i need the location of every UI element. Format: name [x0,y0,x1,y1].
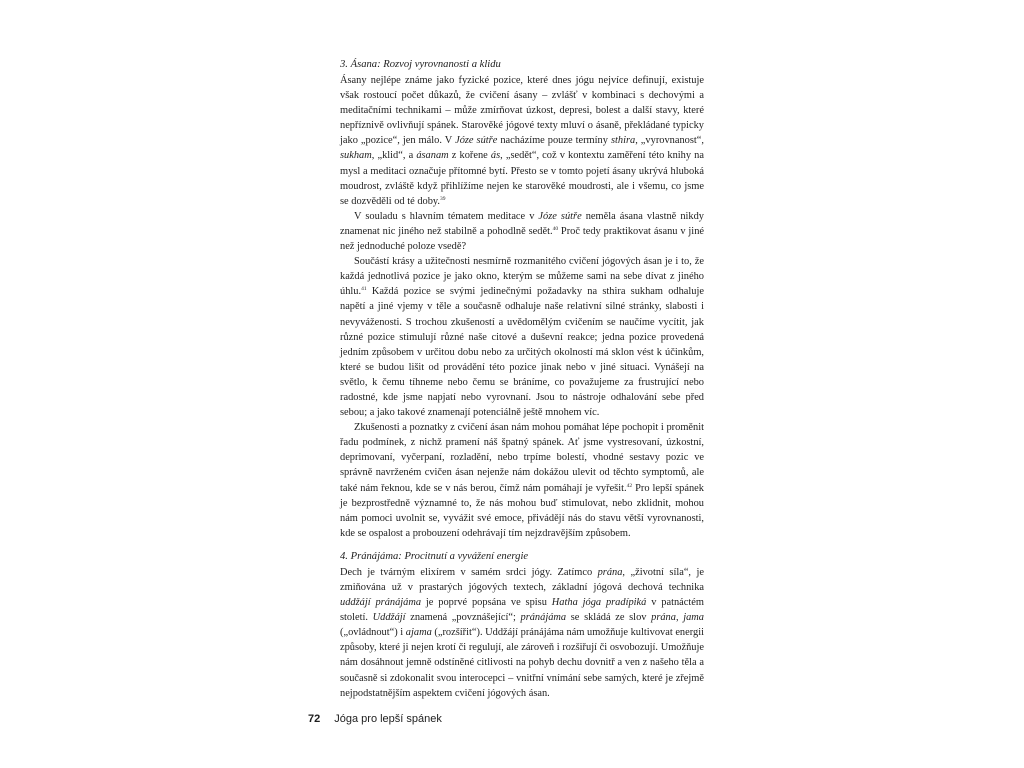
italic-term: jama [683,612,704,624]
italic-term: Józe sútře [538,210,582,222]
paragraph [340,565,704,701]
text-run: neměla ásana vlastně nikdy znamenat nic jiného než stabilně a pohodlně sedět. [340,210,704,237]
text-run: se skládá ze slov [566,612,652,624]
text-run: nacházíme pouze termíny [497,135,611,147]
text-run: Pro lepší spánek je bezprostředně významné to, že nás mohou buď stimulovat, nebo zklidnit, mohou nám pomoci uvolnit se, vyvážit své emoce, přivádějí nás do stavu větší vyrovnanosti, kde se ospalost a probouzení odehrávají tím nejzdravějším způsobem. [340,482,704,539]
text-run: („rozšířit“). Uddžájí pránájáma nám umožňuje kultivovat energii způsoby, které ji nejen krotí či regulují, ale zároveň i rozšiřují či osvobozují. Umožňuje nám dosáhnout jemně odstíněné citlivosti na pohyb dechu dovnitř a ven z našeho těla a současně si zdokonalit svou interocepci – vnitřní vnímání sebe samých, které je zřejmě nejpodstatnějším aspektem cvičení jógových ásan. [340,627,704,699]
italic-term: sthira [610,135,636,147]
italic-term: Uddžájí [372,612,406,624]
text-run: , [675,612,684,624]
italic-term: prána [651,612,676,624]
paragraph [340,254,704,420]
footnote-ref: 39 [440,195,446,202]
paragraph [340,73,704,209]
text-run: Ásany nejlépe známe jako fyzické pozice, které dnes jógu nejvíce definují, existuje však rostoucí počet důkazů, že cvičení ásany – zvlášť v kombinaci s dechovými a meditačními technikami – může zmírňovat úzkost, depresi, bolest a další stavy, které nepříznivě ovlivňují spánek. Starověké jógové texty mluví o ásaně, překládané typicky jako „pozice“, jen málo. V [340,75,704,147]
page-footer [308,713,442,725]
italic-term: ás [490,150,501,162]
section-heading-pranayama: 4. Pránájáma: Procitnutí a vyvážení energie [340,550,529,562]
text-run: Součástí krásy a užitečnosti nesmírně rozmanitého cvičení jógových ásan je i to, že každá jednotlivá pozice je jako okno, kterým se můžeme sami na sebe dívat z jiného úhlu. [340,256,704,298]
text-run: Zkušenosti a poznatky z cvičení ásan nám mohou pomáhat lépe pochopit i proměnit řadu podmínek, z nichž pramení náš špatný spánek. Ať jsme vystresovaní, úzkostní, deprimovaní, vyčerpaní, rozladění, nebo trpíme bolestí, vhodné sestavy pozic ve správně navrženém cvičen ásan nejenže nám dokážou ulevit od těchto symptomů, ale také nám řeknou, kde se v nás berou, čímž nám pomáhají je vyřešit. [340,422,704,494]
paragraph [340,209,704,254]
footnote-ref: 41 [361,286,367,293]
italic-term: uddžájí pránájáma [340,597,422,609]
text-run: znamená „povznášející“; [405,612,521,624]
text-run: , „sedět“, což v kontextu zaměření této knihy na mysl a meditaci označuje přítomné bytí. Přesto se v tomto pojetí ásany ukrývá hluboká moudrost, zvláště když přihlížíme nejen ke starověké moudrosti, ale i všemu, co jsme se dozvěděli od té doby. [340,150,704,207]
italic-term: pránájáma [520,612,567,624]
footnote-ref: 40 [552,225,559,232]
text-run: z kořene [448,150,491,162]
italic-term: Józe sútře [455,135,498,147]
section-heading-asana: 3. Ásana: Rozvoj vyrovnanosti a klidu [340,59,501,70]
italic-term: sukham [340,150,372,162]
text-run: , „vyrovnanost“, [635,135,705,147]
text-run: Každá pozice se svými jedinečnými požadavky na sthira sukham odhaluje napětí a jiné vjemy v těle a současně odhaluje naše relativní silné stránky, slabosti i nevyváženosti. S trochou zkušeností a uvědomělým cvičením se naučíme vycítit, jak různé pozice stimulují různé naše citové a duševní reakce; jedna pozice provedená jedním způsobem v určitou dobu nebo za určitých okolností má sklon vést k účinkům, které se budou lišit od provádění této pozice jinak nebo v jiné situaci. Vynášejí na světlo, k čemu tíhneme nebo čemu se bráníme, co považujeme za frustrující nebo radostné, kde jsme napjatí nebo vyrovnaní. Jsou to nástroje odhalování sebe před sebou; a jako takové znamenají potenciálně ještě mnohem víc. [340,286,704,419]
italic-term: Hatha jóga pradípiká [551,597,647,609]
italic-term: ajama [405,627,432,639]
text-run: , „klid“, a [371,150,417,162]
text-run: („ovládnout“) i [340,627,406,639]
page-content [340,58,704,701]
text-run: Dech je tvárným elixírem v samém srdci jógy. Zatímco [340,566,598,578]
page-number: 72 [308,713,321,725]
text-run: Proč tedy praktikovat ásanu v jiné než jednoduché poloze vsedě? [340,225,704,253]
italic-term: prána [597,566,623,578]
text-run: , „životní síla“, je zmiňována už v prastarých jógových textech, základní jógová dechová technika [340,566,704,593]
text-run: V souladu s hlavním tématem meditace v [354,210,539,222]
text-run: v patnáctém století. [340,597,704,624]
text-run: je poprvé popsána ve spisu [421,597,552,609]
paragraph [340,420,704,541]
running-title: Jóga pro lepší spánek [334,713,442,725]
italic-term: ásanam [416,150,449,162]
footnote-ref: 42 [626,482,633,489]
